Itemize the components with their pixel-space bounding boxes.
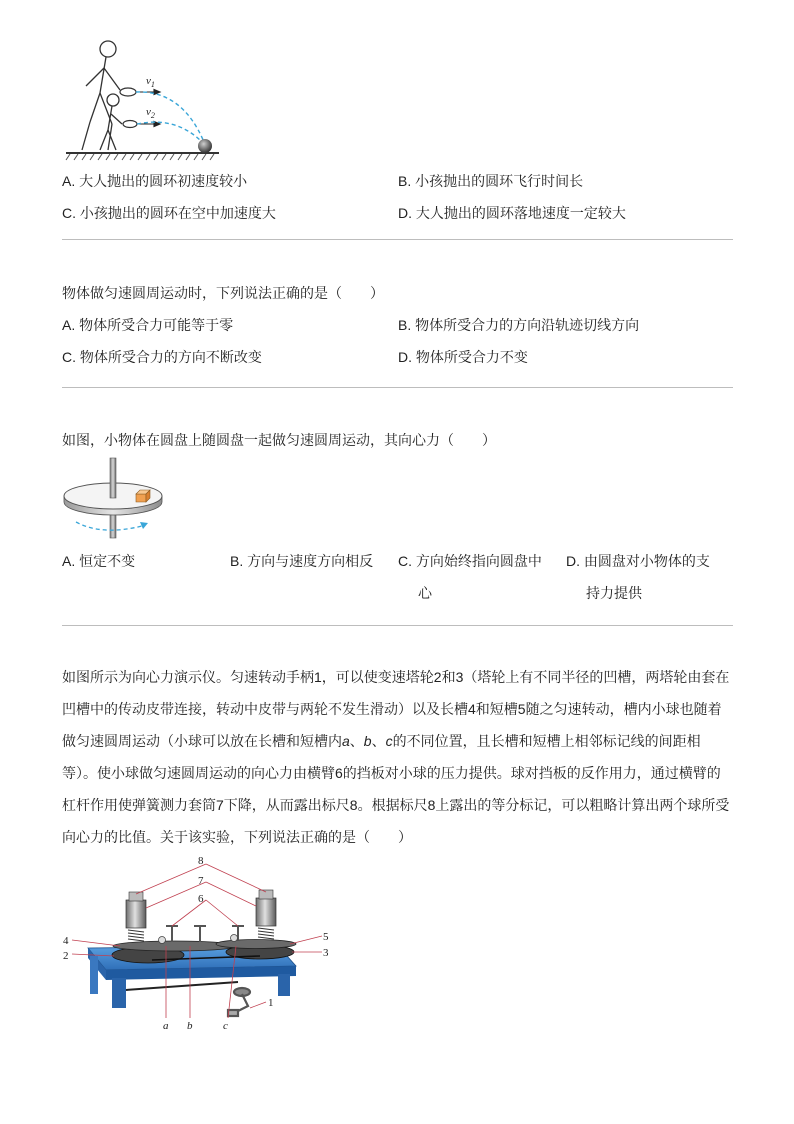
q3-stem: 如图，小物体在圆盘上随圆盘一起做匀速圆周运动，其向心力（ ） (62, 432, 496, 448)
target-ball (198, 139, 212, 153)
q1-option-b[interactable]: B. 小孩抛出的圆环飞行时间长 (398, 173, 584, 189)
q3-option-b[interactable]: B. 方向与速度方向相反 (230, 553, 374, 569)
q4-stem-var-a: a (342, 733, 350, 749)
spring-right (258, 928, 274, 939)
handle-1 (228, 988, 250, 1016)
label-v2: $v_2$ (146, 106, 155, 120)
base-leg (278, 974, 290, 996)
q4-stem-var-b: b (363, 733, 372, 749)
small-block (136, 490, 150, 502)
q4-stem-line-3-head: 做匀速圆周运动（小球可以放在长槽和短槽内 (62, 733, 342, 749)
q3-option-a[interactable]: A. 恒定不变 (62, 553, 136, 569)
label-1: 1 (268, 997, 274, 1009)
rotating-disk-figure (62, 456, 166, 542)
q4-stem-line-1: 如图所示为向心力演示仪。匀速转动手柄1，可以使变速塔轮2和3（塔轮上有不同半径的凹槽，两塔轮由套在 (62, 669, 730, 685)
label-v1: $v_1$ (146, 75, 155, 89)
throwing-figure (64, 38, 224, 162)
ground-hatching (66, 154, 214, 160)
sleeve-7-left (126, 900, 146, 928)
ball (159, 937, 166, 944)
spring-left (128, 930, 144, 941)
q2-option-b[interactable]: B. 物体所受合力的方向沿轨迹切线方向 (398, 317, 640, 333)
ball (231, 935, 238, 942)
q1-option-a[interactable]: A. 大人抛出的圆环初速度较小 (62, 173, 248, 189)
q3-option-c[interactable] (398, 545, 542, 609)
base-leg (90, 956, 98, 994)
q1-option-d[interactable]: D. 大人抛出的圆环落地速度一定较大 (398, 205, 626, 221)
q4-stem-line-2: 凹槽中的传动皮带连接，转动中皮带与两轮不发生滑动）以及长槽4和短槽5随之匀速转动，槽内小球也随着 (62, 701, 722, 717)
divider-1 (62, 239, 733, 240)
q3-option-c-line1: C. 方向始终指向圆盘中 (398, 553, 542, 569)
adult-ring (120, 88, 136, 96)
q4-stem-var-c: c (385, 733, 393, 749)
sleeve-7-right (256, 898, 276, 926)
child-trajectory (137, 122, 202, 142)
q3-option-d[interactable] (566, 545, 710, 609)
q4-stem-line-5: 杠杆作用使弹簧测力套筒7下降，从而露出标尺8。根据标尺8上露出的等分标记，可以粗略计算出两个球所受 (62, 797, 730, 813)
disk-axle-top (110, 458, 116, 498)
short-slot-5 (216, 940, 296, 949)
q2-option-a[interactable]: A. 物体所受合力可能等于零 (62, 317, 234, 333)
q3-option-d-line1: D. 由圆盘对小物体的支 (566, 553, 710, 569)
scale-8-left (129, 892, 143, 901)
rotation-arrowhead (140, 522, 148, 529)
q4-stem-line-6: 向心力的比值。关于该实验，下列说法正确的是（ ） (62, 829, 412, 845)
q4-stem (62, 661, 738, 853)
scale-8-right (259, 890, 273, 899)
q4-stem-sep: 、 (349, 733, 364, 749)
base-leg (112, 978, 126, 1008)
q3-option-d-line2: 持力提供 (586, 585, 642, 601)
q4-stem-line-4: 等）。使小球做匀速圆周运动的向心力由横臂6的挡板对小球的压力提供。球对挡板的反作用力，通过横臂的 (62, 765, 721, 781)
divider-3 (62, 625, 733, 626)
label-6: 6 (198, 893, 204, 905)
label-5: 5 (323, 931, 329, 943)
label-a: a (163, 1020, 169, 1032)
divider-2 (62, 387, 733, 388)
q3-option-c-line2: 心 (418, 585, 432, 601)
label-3: 3 (323, 947, 329, 959)
q2-option-c[interactable]: C. 物体所受合力的方向不断改变 (62, 349, 262, 365)
label-b: b (187, 1020, 193, 1032)
label-2: 2 (63, 950, 69, 962)
label-7: 7 (198, 875, 204, 887)
drive-belt (126, 982, 238, 990)
q1-option-c[interactable]: C. 小孩抛出的圆环在空中加速度大 (62, 205, 276, 221)
q4-stem-line-3-tail: 的不同位置，且长槽和短槽上相邻标记线的间距相 (392, 733, 701, 749)
q2-option-d[interactable]: D. 物体所受合力不变 (398, 349, 528, 365)
label-8: 8 (198, 855, 204, 867)
label-4: 4 (63, 935, 69, 947)
centripetal-apparatus-figure (60, 852, 350, 1032)
q4-stem-line-3 (62, 725, 738, 757)
child-ring (123, 121, 137, 128)
rotation-arrow (76, 522, 142, 530)
label-c: c (223, 1020, 228, 1032)
q2-stem: 物体做匀速圆周运动时，下列说法正确的是（ ） (62, 285, 384, 301)
q4-stem-sep: 、 (371, 733, 386, 749)
